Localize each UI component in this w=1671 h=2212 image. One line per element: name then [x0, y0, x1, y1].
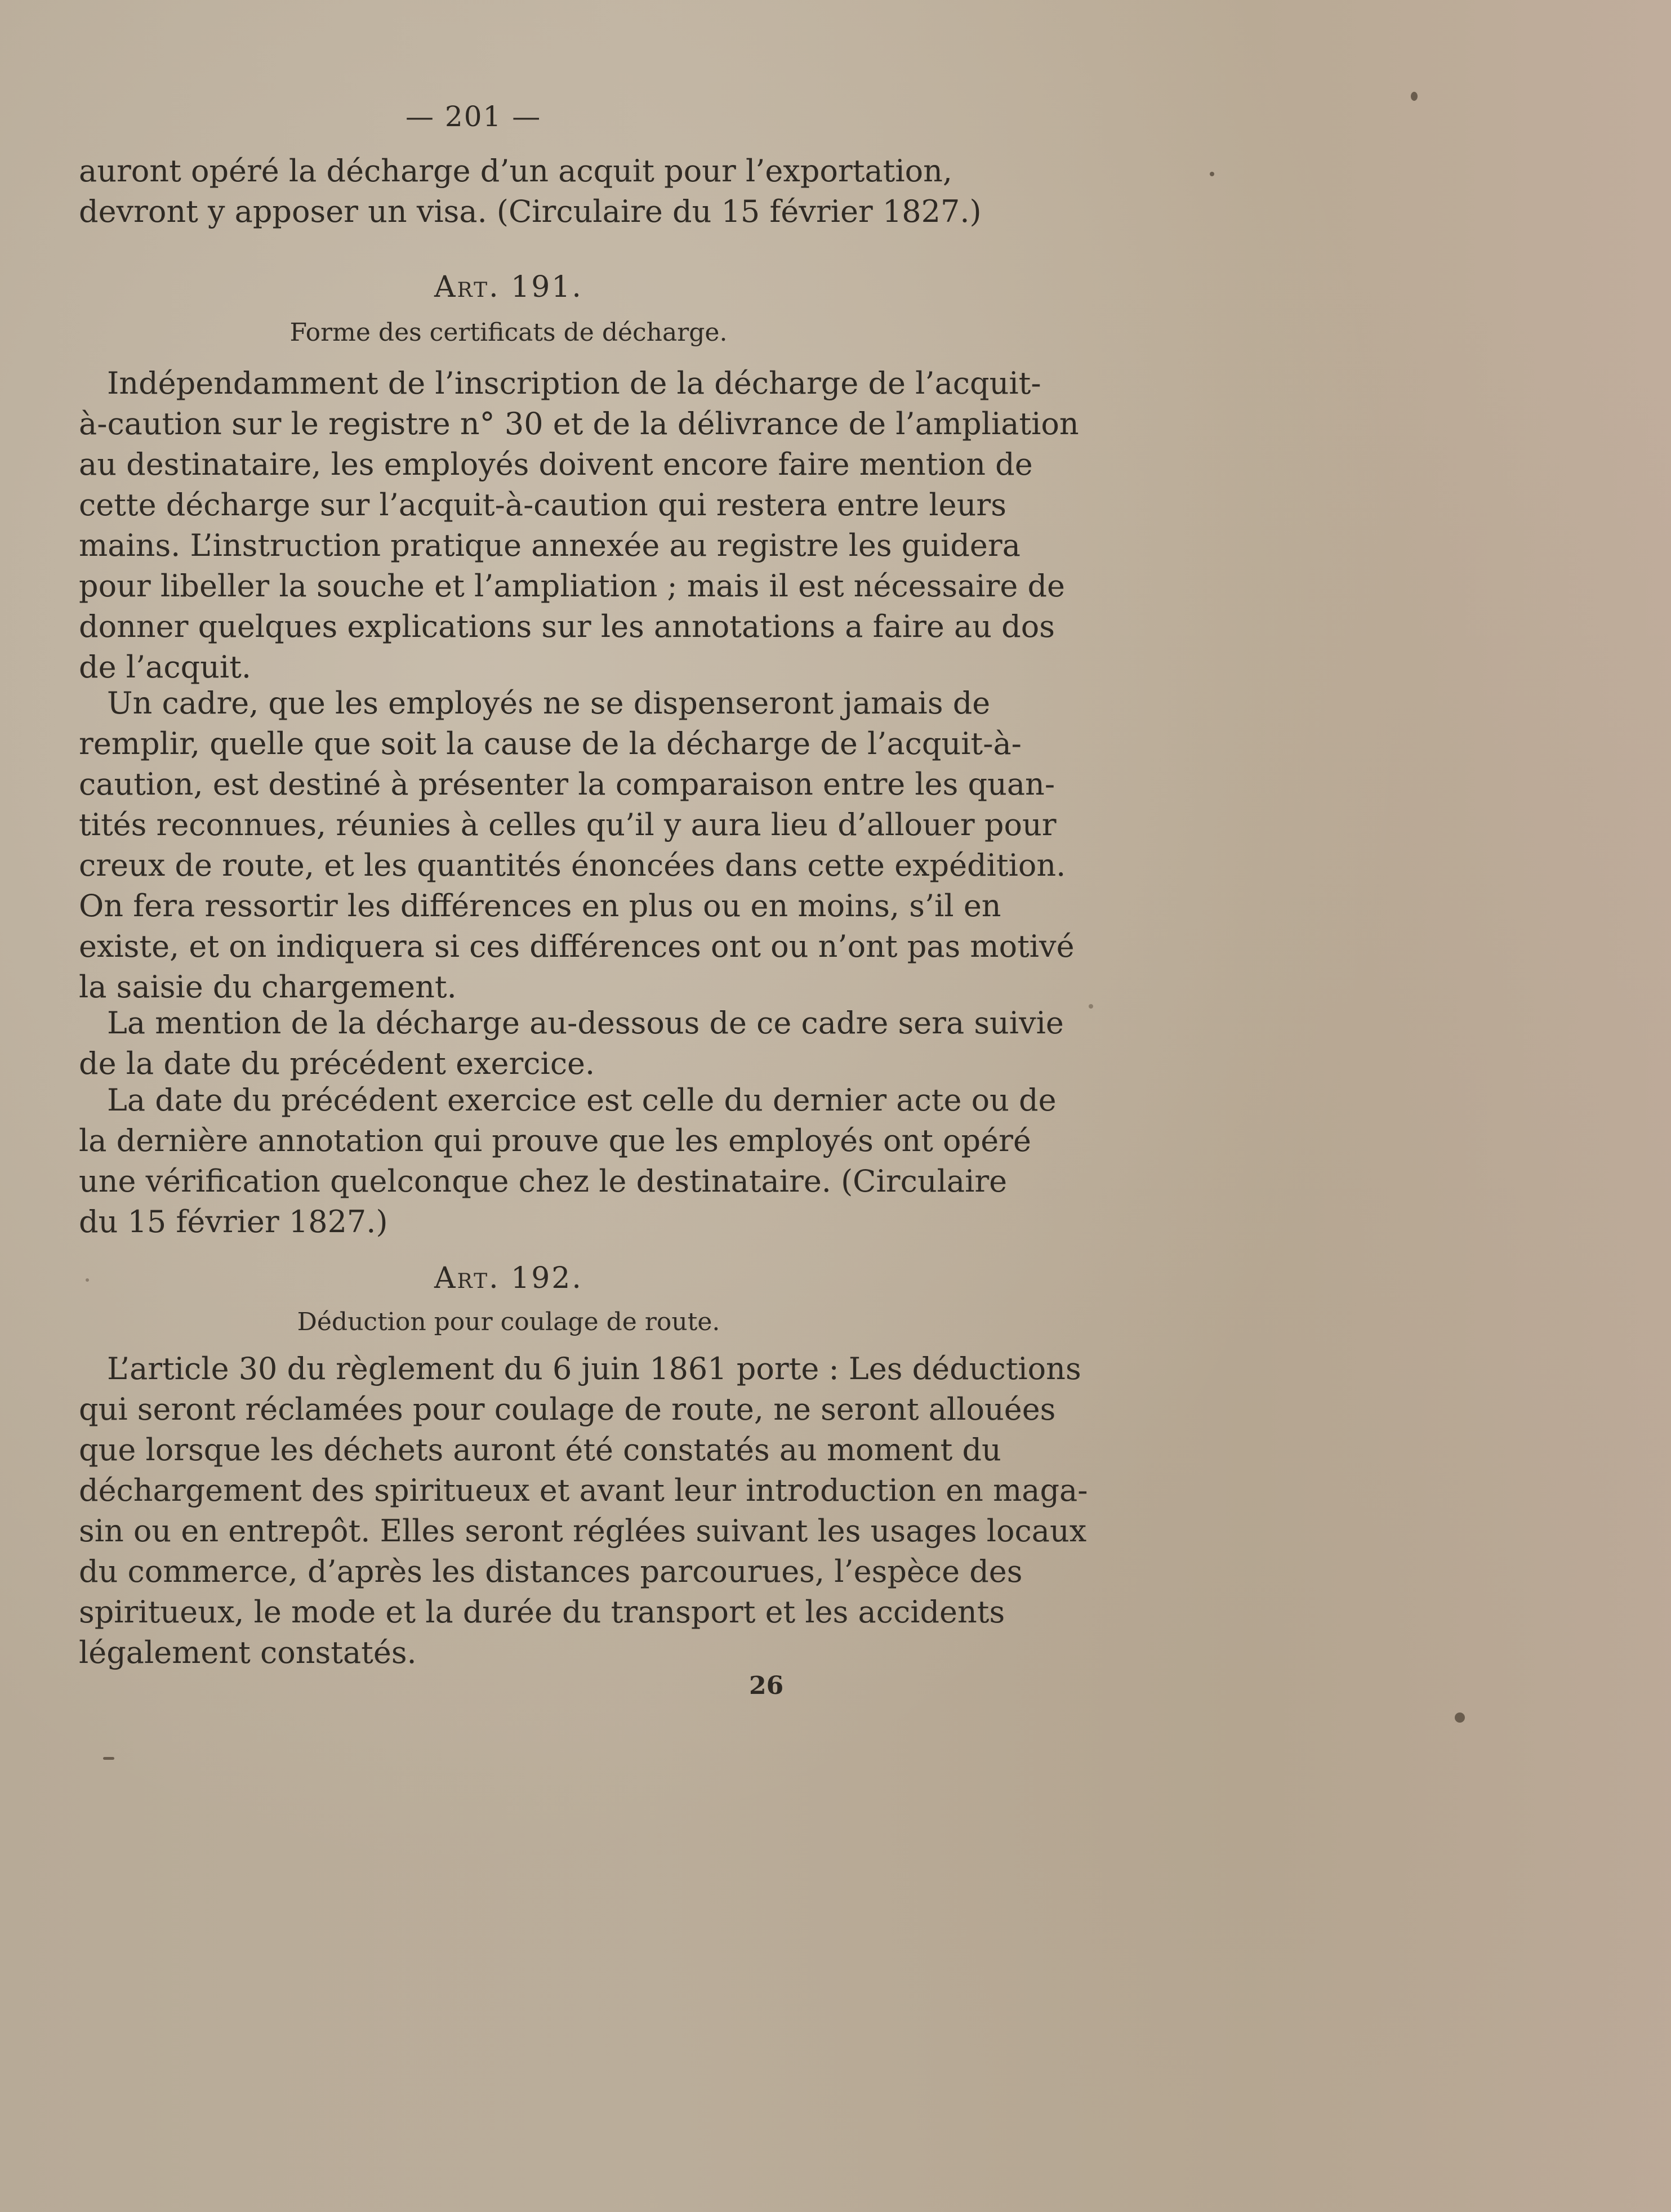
paper-speck	[1455, 1712, 1465, 1723]
text-line: du commerce, d’après les distances parcourues, l’espèce des	[79, 1554, 1023, 1589]
text-line: une vérification quelconque chez le destinataire. (Circulaire	[79, 1163, 1008, 1199]
text-line: tités reconnues, réunies à celles qu’il y aura lieu d’allouer pour	[79, 807, 1057, 842]
text-line: la dernière annotation qui prouve que les employés ont opéré	[79, 1123, 1031, 1158]
paper-speck	[103, 1757, 114, 1760]
text-line: creux de route, et les quantités énoncées dans cette expédition.	[79, 848, 1066, 883]
paper-speck	[1210, 172, 1214, 176]
text-line: La mention de la décharge au-dessous de ce cadre sera suivie	[107, 1005, 1064, 1041]
text-line: Un cadre, que les employés ne se dispenseront jamais de	[107, 685, 991, 721]
text-line: sin ou en entrepôt. Elles seront réglées suivant les usages locaux	[79, 1513, 1087, 1549]
text-line: mains. L’instruction pratique annexée au registre les guidera	[79, 528, 1021, 563]
text-line: de l’acquit.	[79, 649, 252, 685]
text-line: remplir, quelle que soit la cause de la décharge de l’acquit-à-	[79, 726, 1022, 761]
text-line: la saisie du chargement.	[79, 969, 457, 1005]
text-line: donner quelques explications sur les annotations a faire au dos	[79, 609, 1055, 644]
paper-speck	[1089, 1004, 1093, 1009]
text-line: auront opéré la décharge d’un acquit pour l’exportation,	[79, 153, 953, 189]
text-line: légalement constatés.	[79, 1635, 417, 1670]
signature-mark: 26	[749, 1671, 784, 1700]
text-line: existe, et on indiquera si ces différences ont ou n’ont pas motivé	[79, 929, 1075, 964]
text-line: au destinataire, les employés doivent encore faire mention de	[79, 447, 1033, 482]
text-line: cette décharge sur l’acquit-à-caution qui restera entre leurs	[79, 487, 1006, 523]
article-192-subtitle: Déduction pour coulage de route.	[297, 1308, 720, 1336]
text-line: On fera ressortir les différences en plus ou en moins, s’il en	[79, 888, 1001, 924]
text-line: L’article 30 du règlement du 6 juin 1861 porte : Les déductions	[107, 1351, 1081, 1386]
text-line: devront y apposer un visa. (Circulaire du 15 février 1827.)	[79, 194, 982, 229]
text-line: pour libeller la souche et l’ampliation ; mais il est nécessaire de	[79, 568, 1065, 604]
article-191-heading: Art. 191.	[434, 270, 583, 304]
page-number: — 201 —	[406, 100, 542, 133]
text-line: que lorsque les déchets auront été constatés au moment du	[79, 1432, 1001, 1468]
text-line: spiritueux, le mode et la durée du transport et les accidents	[79, 1594, 1005, 1630]
article-192-heading: Art. 192.	[434, 1261, 583, 1295]
text-line: de la date du précédent exercice.	[79, 1046, 595, 1081]
text-line: qui seront réclamées pour coulage de route, ne seront allouées	[79, 1392, 1056, 1427]
text-line: à-caution sur le registre n° 30 et de la délivrance de l’ampliation	[79, 406, 1079, 441]
text-line: du 15 février 1827.)	[79, 1204, 388, 1239]
text-line: caution, est destiné à présenter la comparaison entre les quan-	[79, 766, 1055, 802]
text-line: Indépendamment de l’inscription de la décharge de l’acquit-	[107, 365, 1041, 401]
article-191-subtitle: Forme des certificats de décharge.	[289, 318, 728, 347]
paper-speck	[1411, 92, 1418, 101]
paper-speck	[86, 1278, 89, 1282]
text-line: déchargement des spiritueux et avant leur introduction en maga-	[79, 1473, 1088, 1508]
text-line: La date du précédent exercice est celle du dernier acte ou de	[107, 1082, 1057, 1118]
